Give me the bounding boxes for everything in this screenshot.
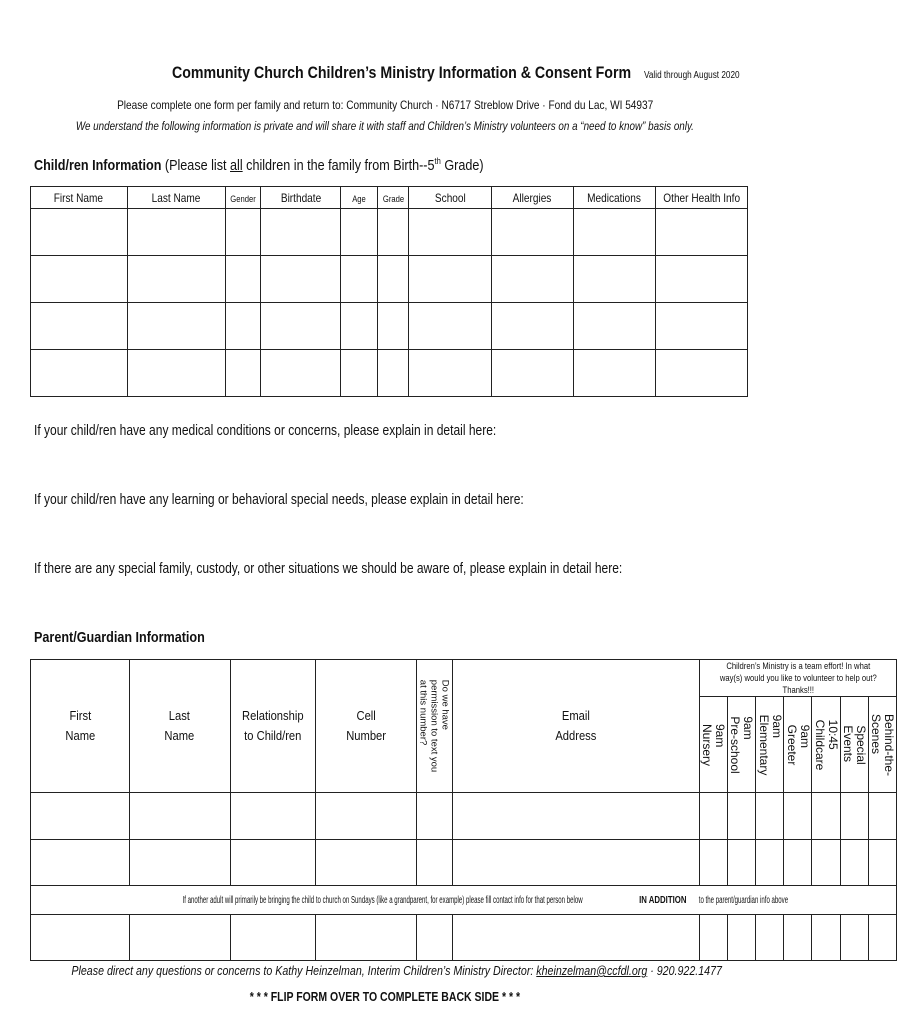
cell[interactable] (341, 209, 377, 256)
col-school: School (409, 187, 491, 209)
col-volunteer-preschool (727, 697, 755, 793)
checkbox-cell[interactable] (699, 793, 727, 840)
child-row[interactable] (31, 209, 748, 256)
return-instructions (0, 98, 770, 112)
children-section-title (34, 157, 484, 174)
cell[interactable] (417, 915, 452, 961)
cell[interactable] (260, 350, 341, 397)
cell[interactable] (127, 209, 225, 256)
cell[interactable] (230, 793, 315, 840)
checkbox-cell[interactable] (868, 840, 896, 886)
col-cell-number: Cell Number (316, 660, 417, 793)
form-title: Community Church Children’s Ministry Information & Consent Form (172, 64, 632, 82)
cell[interactable] (127, 303, 225, 350)
cell[interactable] (31, 209, 128, 256)
cell[interactable] (129, 793, 230, 840)
children-table (30, 186, 748, 397)
cell[interactable] (655, 303, 747, 350)
col-age: Age (341, 187, 377, 209)
cell[interactable] (225, 256, 260, 303)
checkbox-cell[interactable] (812, 793, 840, 840)
volunteer-greeter-label: 9am Greeter (784, 724, 812, 765)
cell[interactable] (491, 256, 574, 303)
col-other-health: Other Health Info (655, 187, 747, 209)
col-text-permission (417, 660, 452, 793)
contact-text: Please direct any questions or concerns to Kathy Heinzelman, Interim Children’s Ministry Director: (71, 963, 537, 978)
cell[interactable] (31, 840, 130, 886)
checkbox-cell[interactable] (727, 915, 755, 961)
cell[interactable] (316, 793, 417, 840)
cell[interactable] (655, 256, 747, 303)
additional-adult-note-row (31, 886, 897, 915)
valid-through-note: Valid through August 2020 (644, 70, 740, 81)
privacy-statement (0, 119, 770, 133)
additional-adult-row[interactable] (31, 915, 897, 961)
col-volunteer-elementary (755, 697, 783, 793)
cell[interactable] (409, 209, 491, 256)
return-instructions-text: Please complete one form per family and return to: Community Church · N6717 Streblow Drive · Fond du Lac, WI 54937 (116, 98, 654, 112)
children-header-row (31, 187, 748, 209)
cell[interactable] (655, 350, 747, 397)
col-volunteer-behind-scenes (868, 697, 896, 793)
volunteer-special-events-label: Special Events (841, 724, 869, 765)
col-allergies: Allergies (491, 187, 574, 209)
checkbox-cell[interactable] (699, 915, 727, 961)
col-volunteer-nursery (699, 697, 727, 793)
cell[interactable] (31, 256, 128, 303)
col-gender: Gender (225, 187, 260, 209)
cell[interactable] (417, 840, 452, 886)
cell[interactable] (316, 915, 417, 961)
cell[interactable] (574, 350, 655, 397)
checkbox-cell[interactable] (699, 840, 727, 886)
cell[interactable] (491, 209, 574, 256)
cell[interactable] (574, 209, 655, 256)
cell[interactable] (230, 915, 315, 961)
col-volunteer-childcare (812, 697, 840, 793)
cell[interactable] (377, 256, 409, 303)
cell[interactable] (417, 793, 452, 840)
children-title-part1: (Please list (161, 157, 231, 174)
volunteer-header: Children’s Ministry is a team effort! In what way(s) would you like to volunteer to help out? Thanks!!! (699, 660, 897, 697)
cell[interactable] (409, 303, 491, 350)
cell[interactable] (260, 256, 341, 303)
cell[interactable] (655, 209, 747, 256)
cell[interactable] (409, 256, 491, 303)
checkbox-cell[interactable] (755, 915, 783, 961)
additional-adult-note (31, 886, 897, 915)
checkbox-cell[interactable] (784, 840, 812, 886)
parent-row[interactable] (31, 793, 897, 840)
volunteer-nursery-label: 9am Nursery (700, 723, 728, 766)
checkbox-cell[interactable] (755, 840, 783, 886)
director-email-link[interactable]: kheinzelman@ccfdl.org (536, 963, 648, 978)
volunteer-behind-scenes-label: Behind-the- Scenes (869, 713, 897, 776)
child-row[interactable] (31, 256, 748, 303)
cell[interactable] (31, 793, 130, 840)
child-row[interactable] (31, 350, 748, 397)
col-parent-last-name: Last Name (129, 660, 230, 793)
checkbox-cell[interactable] (868, 793, 896, 840)
cell[interactable] (127, 256, 225, 303)
cell[interactable] (341, 256, 377, 303)
col-relationship: Relationship to Child/ren (230, 660, 315, 793)
medical-question: If your child/ren have any medical conditions or concerns, please explain in detail here: (34, 423, 497, 439)
checkbox-cell[interactable] (784, 793, 812, 840)
parent-section-title: Parent/Guardian Information (34, 629, 205, 646)
cell[interactable] (574, 303, 655, 350)
flip-notice-text: * * * FLIP FORM OVER TO COMPLETE BACK SIDE * * * (249, 990, 521, 1004)
checkbox-cell[interactable] (812, 915, 840, 961)
col-email: Email Address (452, 660, 699, 793)
director-phone: · 920.922.1477 (647, 963, 722, 978)
col-parent-first-name: First Name (31, 660, 130, 793)
cell[interactable] (225, 303, 260, 350)
cell[interactable] (129, 840, 230, 886)
additional-note-suffix: to the parent/guardian info above (699, 894, 789, 906)
learning-question: If your child/ren have any learning or behavioral special needs, please explain in detail here: (34, 492, 524, 508)
checkbox-cell[interactable] (727, 793, 755, 840)
checkbox-cell[interactable] (784, 915, 812, 961)
cell[interactable] (31, 303, 128, 350)
volunteer-elementary-label: 9am Elementary (756, 714, 784, 775)
col-medications: Medications (574, 187, 655, 209)
cell[interactable] (31, 915, 130, 961)
cell[interactable] (225, 209, 260, 256)
checkbox-cell[interactable] (755, 793, 783, 840)
cell[interactable] (341, 303, 377, 350)
checkbox-cell[interactable] (840, 840, 868, 886)
cell[interactable] (574, 256, 655, 303)
cell[interactable] (341, 350, 377, 397)
checkbox-cell[interactable] (840, 915, 868, 961)
family-question: If there are any special family, custody, or other situations we should be aware of, please explain in detail here: (34, 561, 623, 577)
col-volunteer-greeter (784, 697, 812, 793)
cell[interactable] (31, 350, 128, 397)
cell[interactable] (260, 303, 341, 350)
volunteer-childcare-label: 10:45 Childcare (813, 719, 840, 770)
flip-notice (0, 990, 770, 1004)
cell[interactable] (452, 793, 699, 840)
children-title-underline: all (230, 157, 243, 174)
cell[interactable] (377, 303, 409, 350)
children-title-bold: Child/ren Information (34, 157, 162, 174)
parent-table (30, 659, 897, 961)
additional-note-prefix: If another adult will primarily be bringing the child to church on Sundays (like a grandparent, for example) please fill contact info for that person below (182, 894, 583, 906)
cell[interactable] (452, 915, 699, 961)
col-first-name: First Name (31, 187, 128, 209)
checkbox-cell[interactable] (840, 793, 868, 840)
parent-header-row-top (31, 660, 897, 697)
children-title-part3: Grade) (440, 157, 484, 174)
volunteer-preschool-label: 9am Pre-school (728, 715, 756, 774)
col-birthdate: Birthdate (260, 187, 341, 209)
col-volunteer-special-events (840, 697, 868, 793)
cell[interactable] (409, 350, 491, 397)
privacy-statement-text: We understand the following information is private and will share it with staff and Children’s Ministry volunteers on a “need to know” basis only. (75, 119, 695, 133)
children-title-sup: th (434, 156, 441, 166)
children-title-part2: children in the family from Birth--5 (242, 157, 435, 174)
child-row[interactable] (31, 303, 748, 350)
cell[interactable] (377, 350, 409, 397)
checkbox-cell[interactable] (868, 915, 896, 961)
additional-note-bold: IN ADDITION (639, 894, 687, 906)
text-permission-label: Do we have permission to text you at this number? (417, 679, 451, 773)
cell[interactable] (230, 840, 315, 886)
col-last-name: Last Name (127, 187, 225, 209)
parent-row[interactable] (31, 840, 897, 886)
cell[interactable] (260, 209, 341, 256)
cell[interactable] (129, 915, 230, 961)
cell[interactable] (491, 350, 574, 397)
cell[interactable] (452, 840, 699, 886)
cell[interactable] (377, 209, 409, 256)
cell[interactable] (491, 303, 574, 350)
contact-footer (0, 963, 770, 978)
cell[interactable] (225, 350, 260, 397)
checkbox-cell[interactable] (727, 840, 755, 886)
checkbox-cell[interactable] (812, 840, 840, 886)
cell[interactable] (316, 840, 417, 886)
col-grade: Grade (377, 187, 409, 209)
cell[interactable] (127, 350, 225, 397)
